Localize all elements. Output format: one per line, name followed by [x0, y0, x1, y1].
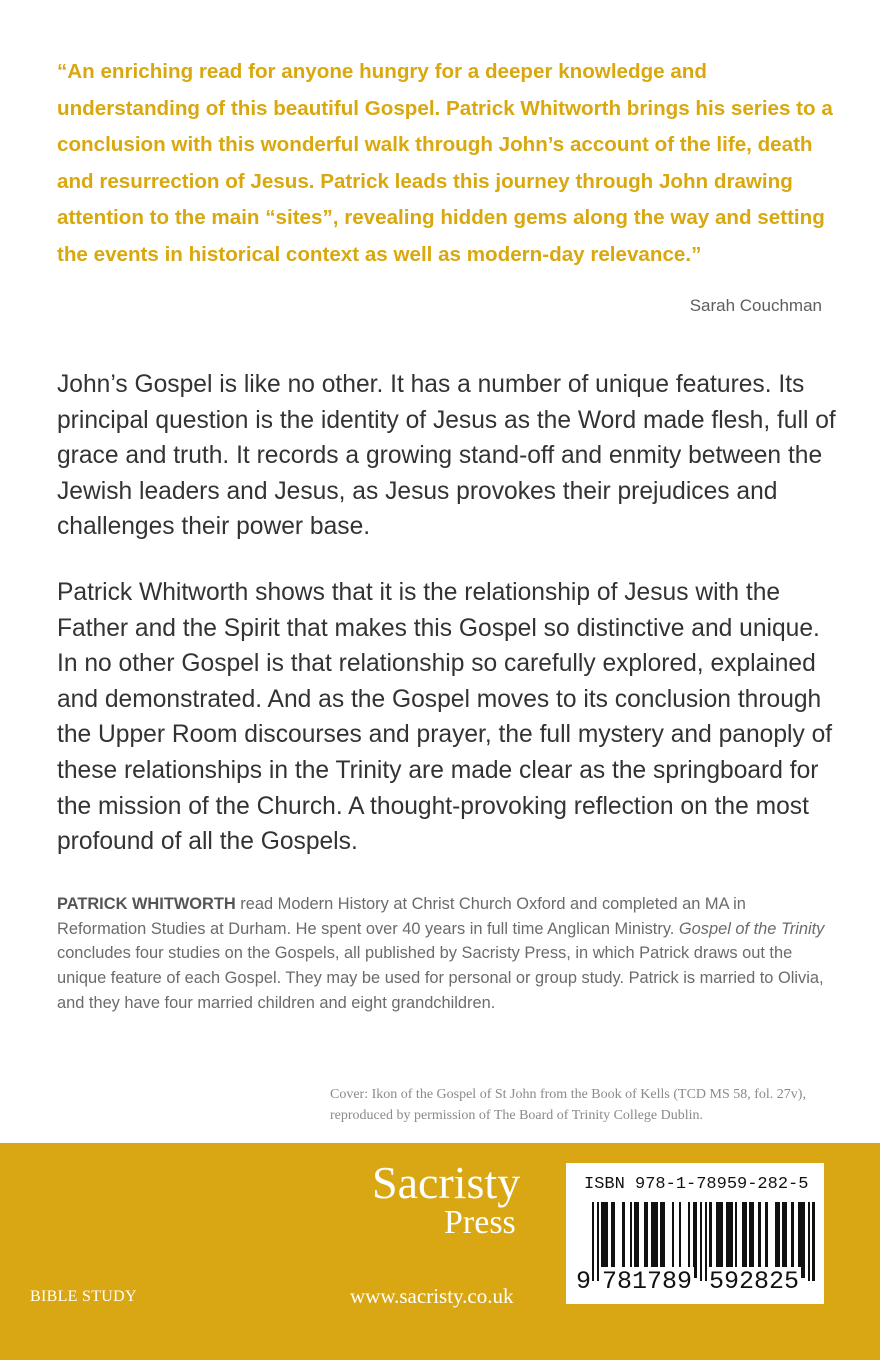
blurb-paragraph-1: John’s Gospel is like no other. It has a number of unique features. Its principal question is the identity of Jesus as the Word made flesh, full of grace and truth. It records a growing stand-off and enmity between the Jewish leaders and Jesus, as Jesus provokes their prejudices and challenges their power base.: [57, 371, 836, 541]
publisher-website: www.sacristy.co.uk: [350, 1284, 514, 1308]
logo-line-2: Press: [444, 1204, 516, 1241]
barcode-digit-group-1: 781789: [602, 1267, 693, 1296]
author-bio-text-1: read Modern History at Christ Church Oxford and completed an MA in Reformation Studies at Durham. He spent over 40 years in full time Anglican Ministry.: [57, 895, 746, 938]
quote-attribution: Sarah Couchman: [689, 296, 822, 315]
isbn-barcode: [566, 1163, 824, 1304]
author-bio: [57, 892, 827, 1016]
publisher-logo: [372, 1157, 521, 1241]
logo-line-1: Sacristy: [372, 1157, 521, 1208]
cover-credit: Cover: Ikon of the Gospel of St John from the Book of Kells (TCD MS 58, fol. 27v), reproduced by permission of The Board of Trinity College Dublin.: [330, 1087, 806, 1123]
review-quote: “An enriching read for anyone hungry for a deeper knowledge and understanding of this beautiful Gospel. Patrick Whitworth brings his series to a conclusion with this wonderful walk through John’s account of the life, death and resurrection of Jesus. Patrick leads this journey through John drawing attention to the main “sites”, revealing hidden gems along the way and setting the events in historical context as well as modern-day relevance.”: [57, 60, 833, 266]
blurb-paragraph-2: Patrick Whitworth shows that it is the relationship of Jesus with the Father and the Spirit that makes this Gospel so distinctive and unique. In no other Gospel is that relationship so carefully explored, explained and demonstrated. And as the Gospel moves to its conclusion through the Upper Room discourses and prayer, the full mystery and panoply of these relationships in the Trinity are made clear as the springboard for the mission of the Church. A thought-provoking reflection on the most profound of all the Gospels.: [57, 579, 833, 856]
isbn-label: ISBN 978-1-78959-282-5: [584, 1175, 809, 1194]
barcode-digit-first: 9: [576, 1267, 592, 1296]
barcode-bar: [812, 1202, 814, 1281]
barcode-digit-group-2: 592825: [709, 1267, 800, 1296]
category-label: BIBLE STUDY: [30, 1288, 137, 1305]
author-bio-text-2: concludes four studies on the Gospels, all published by Sacristy Press, in which Patrick draws out the unique feature of each Gospel. They may be used for personal or group study. Patrick is married to Olivia, and they have four married children and eight grandchildren.: [57, 944, 824, 1012]
author-name: PATRICK WHITWORTH: [57, 895, 236, 913]
book-title: Gospel of the Trinity: [678, 919, 825, 938]
